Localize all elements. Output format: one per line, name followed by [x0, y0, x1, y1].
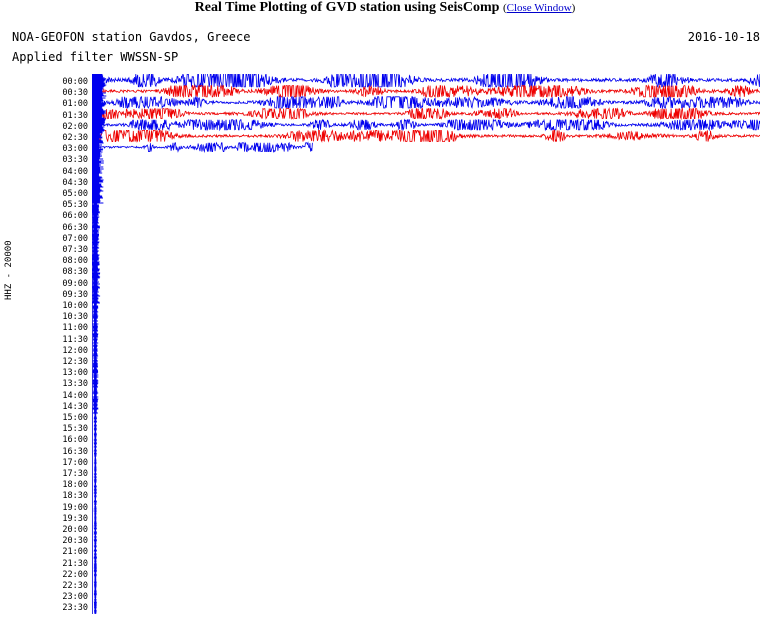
time-tick-label: 16:30	[62, 446, 88, 457]
time-tick-label: 08:00	[62, 256, 88, 267]
time-tick-label: 20:00	[62, 525, 88, 535]
trace-line	[92, 130, 760, 141]
station-label: NOA-GEOFON station Gavdos, Greece	[12, 30, 251, 44]
time-tick-label: 07:00	[62, 233, 88, 244]
time-tick-label: 22:00	[62, 569, 88, 580]
page-title	[0, 0, 770, 16]
time-tick-label: 04:30	[62, 177, 88, 188]
time-tick-label: 01:00	[62, 99, 88, 110]
time-tick-label: 08:30	[62, 267, 88, 278]
time-tick-label: 02:00	[62, 121, 88, 132]
time-tick-label: 19:00	[62, 502, 88, 513]
time-tick-label: 07:30	[62, 245, 88, 255]
time-tick-label: 17:30	[62, 469, 88, 479]
time-tick-label: 19:30	[62, 513, 88, 524]
time-tick-label: 03:30	[62, 155, 88, 166]
time-tick-label: 22:30	[62, 581, 88, 591]
time-tick-label: 11:00	[62, 323, 88, 334]
time-tick-label: 12:30	[62, 357, 88, 367]
time-tick-label: 23:00	[62, 592, 88, 603]
time-tick-label: 05:30	[62, 200, 88, 211]
close-window-link[interactable]: Close Window	[506, 2, 572, 14]
close-window-paren-open: (	[502, 2, 507, 14]
time-tick-label: 06:00	[62, 211, 88, 222]
time-tick-label: 14:30	[62, 401, 88, 412]
time-tick-label: 03:00	[62, 144, 88, 155]
time-tick-label: 18:30	[62, 491, 88, 502]
time-tick-label: 02:30	[62, 133, 88, 143]
trace-line	[92, 86, 760, 97]
page-title-text: Real Time Plotting of GVD station using SeisComp	[194, 0, 500, 15]
date-label: 2016-10-18	[687, 30, 760, 44]
time-tick-label: 04:00	[62, 166, 88, 177]
close-window-paren-close: )	[571, 2, 576, 14]
time-tick-label: 21:30	[62, 558, 88, 569]
time-axis-ticks	[30, 74, 88, 619]
trace-line	[92, 97, 760, 108]
time-tick-label: 16:00	[62, 435, 88, 446]
time-tick-label: 00:00	[62, 77, 88, 87]
time-tick-label: 18:00	[62, 480, 88, 491]
time-tick-label: 05:00	[62, 189, 88, 199]
time-tick-label: 11:30	[62, 334, 88, 345]
time-tick-label: 21:00	[62, 547, 88, 558]
trace-line	[92, 143, 312, 152]
filter-label: Applied filter WWSSN-SP	[12, 50, 179, 64]
time-tick-label: 15:30	[62, 424, 88, 435]
event-spike	[92, 74, 106, 614]
trace-line	[92, 109, 760, 119]
trace-line	[92, 120, 760, 130]
time-tick-label: 17:00	[62, 457, 88, 468]
time-tick-label: 10:30	[62, 312, 88, 323]
time-tick-label: 23:30	[62, 603, 88, 614]
time-tick-label: 15:00	[62, 413, 88, 423]
time-tick-label: 01:30	[62, 110, 88, 121]
time-tick-label: 14:00	[62, 390, 88, 401]
y-axis-label: HHZ - 20000	[4, 240, 14, 300]
trace-canvas	[92, 74, 760, 614]
time-tick-label: 13:00	[62, 368, 88, 379]
time-tick-label: 09:30	[62, 289, 88, 300]
time-tick-label: 10:00	[62, 301, 88, 311]
time-tick-label: 13:30	[62, 379, 88, 390]
time-tick-label: 00:30	[62, 88, 88, 99]
time-tick-label: 09:00	[62, 278, 88, 289]
seismogram-plot	[92, 74, 760, 614]
time-tick-label: 20:30	[62, 536, 88, 547]
time-tick-label: 06:30	[62, 222, 88, 233]
time-tick-label: 12:00	[62, 345, 88, 356]
